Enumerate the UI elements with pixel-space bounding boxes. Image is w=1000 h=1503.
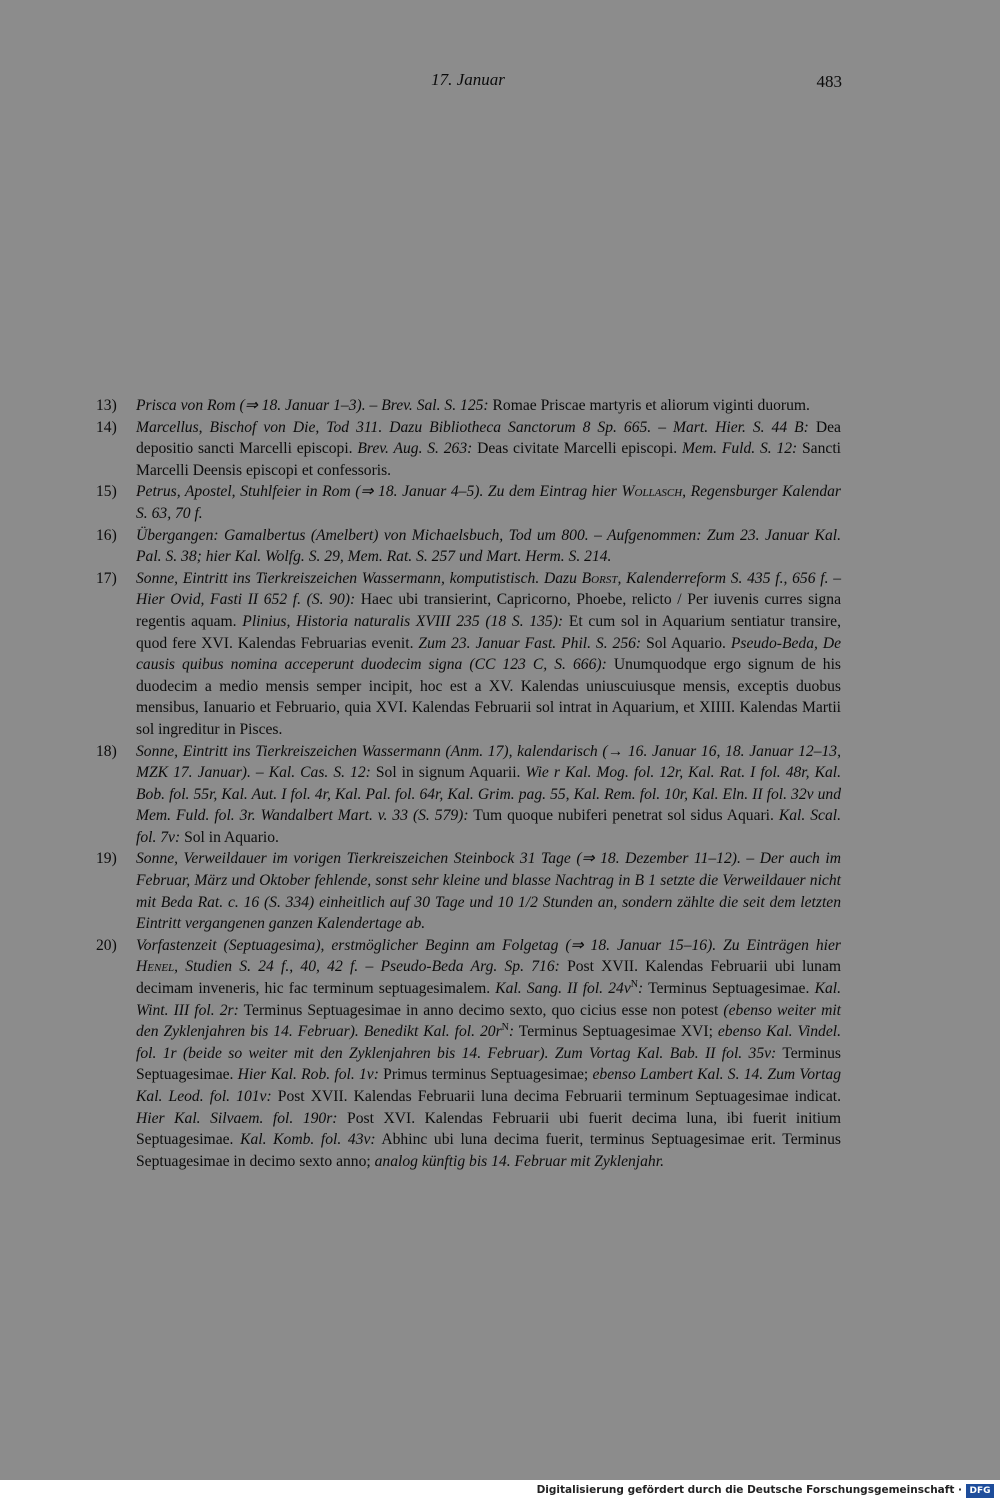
italic-segment: Marcellus, Bischof von Die, Tod 311. Dazu Bibliotheca Sanctorum 8 Sp. 665. – Mart. Hier. S. 44 B:	[136, 418, 809, 436]
footnote	[96, 481, 841, 524]
latin-quote-segment: Terminus Septuagesimae.	[136, 1044, 842, 1084]
latin-quote-segment: N	[630, 978, 638, 990]
latin-quote-segment: Et cum sol in Aquarium sentiatur transire, quod fere XVI. Kalendas Februarias evenit.	[136, 612, 841, 652]
italic-segment: Plinius, Historia naturalis XVIII 235 (18 S. 135):	[242, 612, 564, 630]
italic-segment: , Regensburger Kalendar S. 63, 70 f.	[136, 483, 842, 522]
italic-segment: analog künftig bis 14. Februar mit Zyklenjahr.	[374, 1152, 664, 1170]
footnote-number: 13)	[96, 397, 117, 414]
italic-segment: Übergangen: Gamalbertus (Amelbert) von Michaelsbuch, Tod um 800. – Aufgenommen: Zum 23. Januar Kal. Pal. S. 38; hier Kal. Wolfg. S. 29, Mem. Rat. S. 257 und Mart. Herm. S. 214.	[136, 526, 841, 566]
italic-segment: Wollasch	[621, 483, 683, 501]
latin-quote-segment: Terminus Septuagesimae.	[643, 980, 815, 998]
dfg-logo: DFG	[966, 1484, 994, 1498]
page-number: 483	[816, 72, 842, 91]
italic-segment: :	[508, 1023, 515, 1041]
footnote-number: 19)	[96, 850, 117, 868]
italic-segment: Zum 23. Januar Fast. Phil. S. 256:	[418, 634, 642, 652]
italic-segment: Kal. Komb. fol. 43v:	[240, 1131, 376, 1149]
italic-segment: ebenso Lambert Kal. S. 14. Zum Vortag Kal. Leod. fol. 101v:	[136, 1066, 841, 1105]
italic-segment: , Kalenderreform S. 435 f., 656 f. – Hier Ovid, Fasti II 652 f. (S. 90):	[136, 569, 841, 609]
footnote-number: 15)	[96, 483, 117, 501]
italic-segment: Hier Kal. Rob. fol. 1v:	[237, 1066, 379, 1084]
italic-segment: ebenso Kal. Vindel. fol. 1r (beide so weiter mit den Zyklenjahren bis 14. Februar). Zum Vortag Kal. Bab. II fol. 35v:	[136, 1023, 841, 1062]
funding-footer	[0, 1480, 1000, 1503]
footnote-text	[136, 417, 841, 482]
italic-segment: Prisca von Rom (⇒ 18. Januar 1–3). – Brev. Sal. S. 125:	[136, 397, 489, 414]
latin-quote-segment: Sancti Marcelli Deensis episcopi et confessoris.	[136, 440, 841, 479]
footnote-text	[136, 525, 841, 568]
latin-quote-segment: Post XVI. Kalendas Februarii ubi fuerit decima luna, ibi fuerit initium Septuagesimae.	[136, 1109, 841, 1149]
italic-segment: Brev. Aug. S. 263:	[357, 440, 473, 458]
footnote-text	[136, 568, 841, 741]
footnote	[96, 848, 841, 934]
footnote	[96, 395, 841, 417]
italic-segment: Sonne, Eintritt ins Tierkreiszeichen Wassermann, komputistisch. Dazu	[136, 569, 582, 587]
italic-segment: :	[638, 980, 644, 998]
footnote	[96, 525, 841, 568]
italic-segment: Henel	[136, 958, 175, 976]
footnote-text	[136, 848, 841, 934]
italic-segment: Petrus, Apostel, Stuhlfeier in Rom (⇒ 18. Januar 4–5). Zu dem Eintrag hier	[136, 483, 622, 501]
latin-quote-segment: Sol in Aquario.	[180, 828, 279, 846]
latin-quote-segment: Haec ubi transierint, Capricorno, Phoebe, relicto / Per iuvenis curres signa regentis aquam.	[136, 591, 841, 630]
latin-quote-segment: Abhinc ubi luna decima fuerit, terminus Septuagesimae erit. Terminus Septuagesimae in decimo sexto anno;	[136, 1131, 841, 1170]
italic-segment: Borst	[581, 569, 618, 587]
latin-quote-segment: Tum quoque nubiferi penetrat sol sidus Aquari.	[468, 807, 779, 825]
latin-quote-segment: Sol Aquario.	[641, 634, 731, 652]
italic-segment: Sonne, Eintritt ins Tierkreiszeichen Wassermann (Anm. 17), kalendarisch (→ 16. Januar 16, 18. Januar 12–13, MZK 17. Januar). – Kal. Cas. S. 12:	[136, 742, 841, 782]
footnote-text	[136, 481, 841, 524]
running-title: 17. Januar	[431, 70, 505, 89]
italic-segment: , Studien S. 24 f., 40, 42 f. – Pseudo-Beda Arg. Sp. 716:	[174, 958, 560, 976]
latin-quote-segment: Sol in signum Aquarii.	[370, 764, 526, 782]
footnote-text	[136, 741, 841, 849]
running-head	[0, 70, 1000, 100]
latin-quote-segment: Terminus Septuagesimae XVI;	[514, 1023, 718, 1041]
funding-text: Digitalisierung gefördert durch die Deutsche Forschungsgemeinschaft ·	[536, 1484, 962, 1496]
footnotes	[96, 395, 841, 1172]
footnote-number: 20)	[96, 936, 117, 954]
italic-segment: Mem. Fuld. S. 12:	[681, 440, 798, 458]
footnote	[96, 741, 841, 849]
latin-quote-segment: Post XVII. Kalendas Februarii luna decima Februarii terminum Septuagesimae indicat.	[271, 1088, 841, 1105]
italic-segment: Kal. Scal. fol. 7v:	[136, 807, 841, 846]
footnote	[96, 935, 841, 1173]
latin-quote-segment: Primus terminus Septuagesimae;	[378, 1066, 593, 1084]
footnote-number: 17)	[96, 569, 117, 587]
latin-quote-segment: Romae Priscae martyris et aliorum viginti duorum.	[488, 397, 810, 414]
footnote-text	[136, 395, 841, 417]
italic-segment: Wie r Kal. Mog. fol. 12r, Kal. Rat. I fol. 48r, Kal. Bob. fol. 55r, Kal. Aut. I fol. 4r, Kal. Pal. fol. 64r, Kal. Grim. pag. 55, Kal. Rem. fol. 10r, Kal. Eln. II fol. 32v und Mem. Fuld. fol. 3r. Wandalbert Mart. v. 33 (S. 579):	[136, 764, 841, 825]
italic-segment: Kal. Wint. III fol. 2r:	[136, 980, 841, 1019]
italic-segment: Hier Kal. Silvaem. fol. 190r:	[136, 1109, 338, 1127]
latin-quote-segment: N	[501, 1022, 509, 1034]
italic-segment: Sonne, Verweildauer im vorigen Tierkreiszeichen Steinbock 31 Tage (⇒ 18. Dezember 11–12). – Der auch im Februar, März und Oktober fehlende, sonst sehr kleine und blasse Nachtrag in B 1 setzte die Verweildauer nicht mit Beda Rat. c. 16 (S. 334) einheitlich auf 30 Tage und 10 1/2 Stunden an, sondern zählte die seit dem letzten Eintritt vergangenen ganzen Kalendertage ab.	[136, 850, 841, 933]
italic-segment: Pseudo-Beda, De causis quibus nomina acceperunt duodecim signa (CC 123 C, S. 666):	[136, 634, 842, 674]
latin-quote-segment: Unumquodque ergo signum de his duodecim a medio mensis semper incipit, hoc est a XV. Kalendas uniuscuiusque mensis, exceptis duobus mensibus, Ianuario et Februario, quia XVI. Kalendas Februarii sol intrat in Aquarium, et XIIII. Kalendas Martii sol ingreditur in Pisces.	[136, 656, 841, 738]
italic-segment: Vorfastenzeit (Septuagesima), erstmöglicher Beginn am Folgetag (⇒ 18. Januar 15–16). Zu Einträgen hier	[136, 936, 841, 954]
latin-quote-segment: Deas civitate Marcelli episcopi.	[472, 440, 682, 458]
footnote	[96, 568, 841, 741]
footnote-number: 16)	[96, 526, 117, 544]
latin-quote-segment: Terminus Septuagesimae in anno decimo sexto, quo cicius esse non potest	[238, 1001, 724, 1019]
latin-quote-segment: Dea depositio sancti Marcelli episcopi.	[136, 418, 841, 458]
footnote-text	[136, 935, 841, 1173]
footnote-number: 14)	[96, 418, 117, 436]
latin-quote-segment: Post XVII. Kalendas Februarii ubi lunam decimam inveneris, hic fac terminum septuagesimalem.	[136, 958, 841, 998]
italic-segment: Kal. Sang. II fol. 24v	[495, 980, 631, 998]
footnote	[96, 417, 841, 482]
italic-segment: (ebenso weiter mit den Zyklenjahren bis 14. Februar). Benedikt Kal. fol. 20r	[136, 1001, 841, 1041]
footnote-number: 18)	[96, 742, 117, 760]
